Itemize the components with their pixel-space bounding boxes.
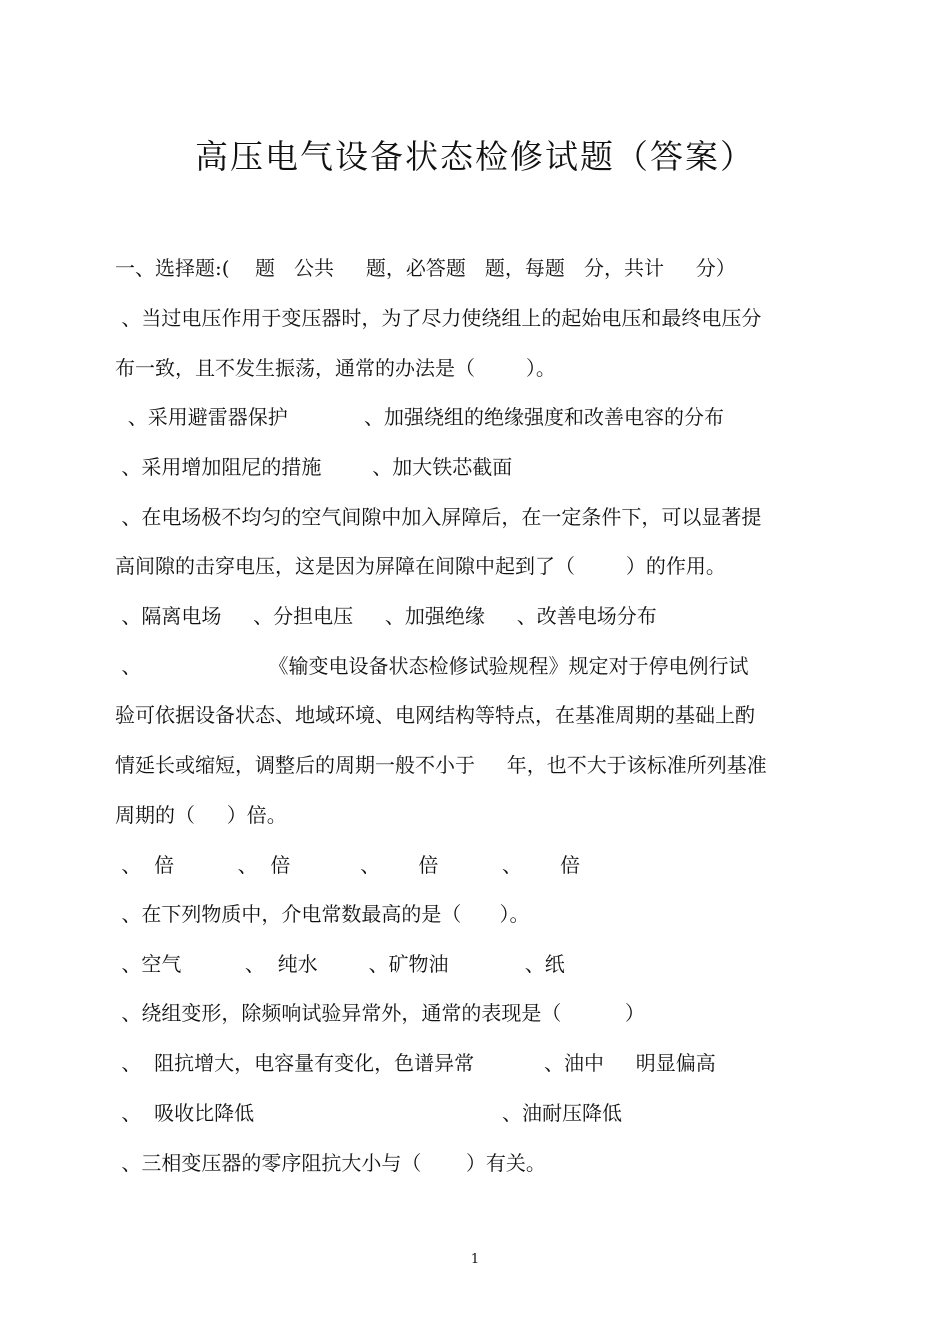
document-title: 高压电气设备状态检修试题（答案） — [195, 137, 755, 176]
question-2-text: 、在电场极不均匀的空气间隙中加入屏障后，在一定条件下，可以显著提 — [115, 505, 762, 529]
question-2-options: 、隔离电场 、分担电压 、加强绝缘 、改善电场分布 — [115, 604, 657, 628]
question-4-text: 、在下列物质中，介电常数最高的是（ ）。 — [115, 902, 530, 926]
question-3-text-end: 周期的（ ）倍。 — [115, 803, 287, 827]
question-2-text-cont: 高间隙的击穿电压，这是因为屏障在间隙中起到了（ ）的作用。 — [115, 554, 726, 578]
question-1-options-cd: 、采用增加阻尼的措施 、加大铁芯截面 — [115, 455, 513, 479]
question-1-options-ab: 、采用避雷器保护 、加强绕组的绝缘强度和改善电容的分布 — [115, 405, 725, 429]
question-1-text-cont: 布一致，且不发生振荡，通常的办法是（ ）。 — [115, 356, 556, 380]
question-3-text-cont: 情延长或缩短，调整后的周期一般不小于 年，也不大于该标准所列基准 — [115, 753, 767, 777]
question-1-text: 、当过电压作用于变压器时，为了尽力使绕组上的起始电压和最终电压分 — [115, 306, 762, 330]
question-3-options: 、 倍 、 倍 、 倍 、 倍 — [115, 853, 581, 877]
question-5-options-ab: 、 阻抗增大，电容量有变化，色谱异常 、油中 明显偏高 — [115, 1051, 716, 1075]
section-heading: 一、选择题:( 题 公共 题，必答题 题，每题 分，共计 分） — [115, 256, 736, 280]
question-4-options: 、空气 、 纯水 、矿物油 、纸 — [115, 952, 565, 976]
question-5-options-cd: 、 吸收比降低 、油耐压降低 — [115, 1101, 623, 1125]
question-6-text: 、三相变压器的零序阻抗大小与（ ）有关。 — [115, 1151, 546, 1175]
question-5-text: 、绕组变形，除频响试验异常外，通常的表现是（ ） — [115, 1001, 645, 1025]
page-number: 1 — [470, 1252, 480, 1267]
question-3-text: 、 《输变电设备状态检修试验规程》规定对于停电例行试 — [115, 654, 749, 678]
question-3-text-cont: 验可依据设备状态、地域环境、电网结构等特点，在基准周期的基础上酌 — [115, 703, 755, 727]
